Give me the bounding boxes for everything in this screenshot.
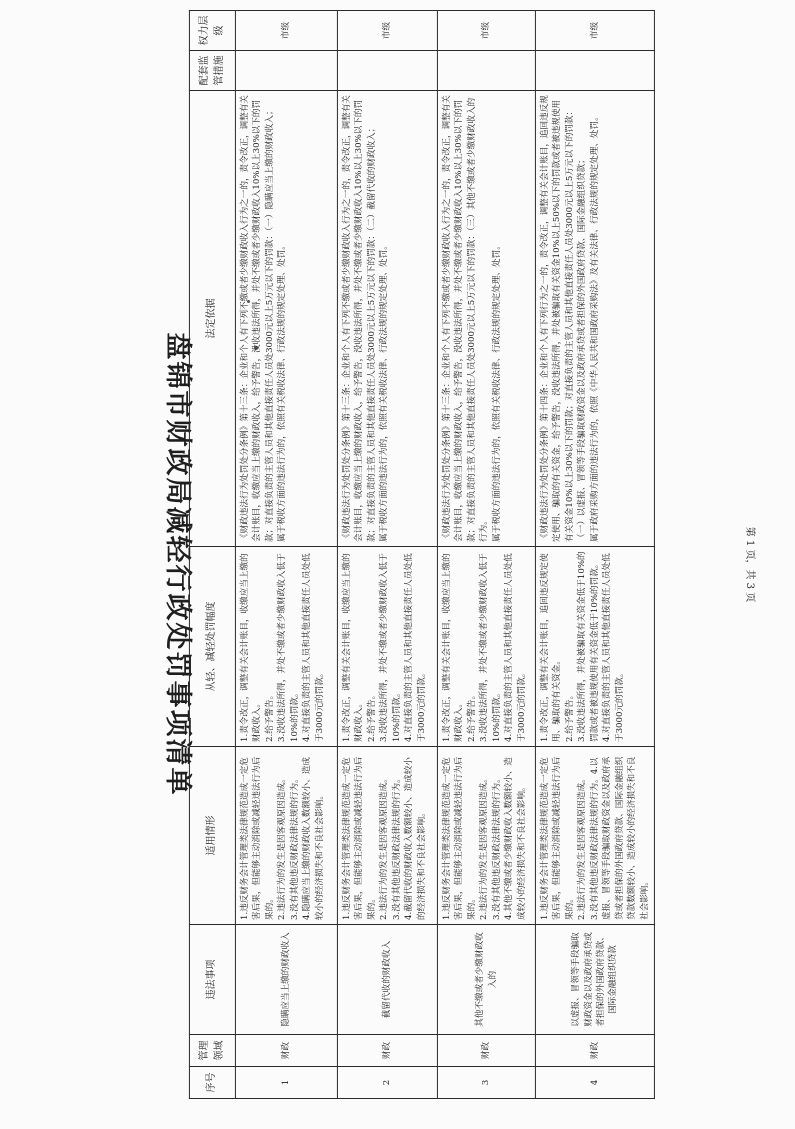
cell-situation: 1.违反财务会计管理类法律规范造成一定危害后果，但能够主动消除或减轻违法行为后果的。 2.违法行为的发生是因客观原因造成。 3.没有其他违反财政法律法规的行为。4.以虚报、冒领等手段骗取财政资金以及政府承贷或者担保的外国政府贷款、国际金融组织贷款数额较小、造成较小的经济损失和不良社会影响。 — [535, 747, 654, 925]
cell-situation: 1.违反财务会计管理类法律规范造成一定危害后果，但能够主动消除或减轻违法行为后果的。 2.违法行为的发生是因客观原因造成。 3.没有其他违反财政法律法规的行为。 4.截留代收的财政收入数额较小、造成较小的经济损失和不良社会影响。 — [337, 747, 437, 925]
cell-seq: 1 — [235, 1067, 337, 1099]
header-situation: 适用情形 — [189, 747, 235, 925]
table-row — [235, 11, 337, 1099]
cell-domain: 财政 — [535, 1035, 654, 1067]
cell-seq: 4 — [535, 1067, 654, 1099]
page-footer: 第 1 页，共 3 页 — [744, 526, 755, 603]
cell-domain: 财政 — [337, 1035, 437, 1067]
cell-level: 市级 — [337, 11, 437, 51]
header-seq: 序号 — [189, 1067, 235, 1099]
cell-level: 市级 — [235, 11, 337, 51]
cell-penalty: 1.责令改正，调整有关会计账目，收缴应当上缴的财政收入。 2.给予警告。 3.没收违法所得，并处不缴或者少缴财政收入低于10%的罚款。 4.对直接负责的主管人员和其他直接责任人员处低于3000元的罚款。 — [437, 547, 535, 747]
cell-domain: 财政 — [437, 1035, 535, 1067]
cell-matter: 以虚报、冒领等手段骗取财政资金以及政府承贷或者担保的外国政府贷款、国际金融组织贷款 — [535, 925, 654, 1035]
cell-situation: 1.违反财务会计管理类法律规范造成一定危害后果，但能够主动消除或减轻违法行为后果的。 2.违法行为的发生是因客观原因造成。 3.没有其他违反财政法律法规的行为。 4.隐瞒应当上缴的财政收入数额较小、造成较小的经济损失和不良社会影响。 — [235, 747, 337, 925]
cell-level: 市级 — [535, 11, 654, 51]
cell-measures — [535, 51, 654, 91]
cell-basis: 《财政违法行为处罚处分条例》第十三条：企业和个人有下列不缴或者少缴财政收入行为之一的，责令改正，调整有关会计账目，收缴应当上缴的财政收入，给予警告，没收违法所得，并处不缴或者少缴财政收入10%以上30%以下的罚款；对直接负责的主管人员和其他直接责任人员处3000元以上5万元以下的罚款：（三）其他不缴或者少缴财政收入的行为。 属于税收方面的违法行为的，依照有关税收法律、行政法规的规定处理、处罚。 — [437, 91, 535, 547]
header-matter: 违法事项 — [189, 925, 235, 1035]
cell-measures — [337, 51, 437, 91]
cell-penalty: 1.责令改正，调整有关会计账目，收缴应当上缴的财政收入。 2.给予警告。 3.没收违法所得，并处不缴或者少缴财政收入低于10%的罚款。 4.对直接负责的主管人员和其他直接责任人员处低于3000元的罚款。 — [337, 547, 437, 747]
table-row — [535, 11, 654, 1099]
cell-seq: 3 — [437, 1067, 535, 1099]
cell-matter: 其他不缴或者少缴财政收入的 — [437, 925, 535, 1035]
header-basis: 法定依据 — [189, 91, 235, 547]
cell-situation: 1.违反财务会计管理类法律规范造成一定危害后果，但能够主动消除或减轻违法行为后果的。 2.违法行为的发生是因客观原因造成。 3.没有其他违反财政法律法规的行为。 4.其他不缴或者少缴财政收入数额较小、造成较小的经济损失和不良社会影响。 — [437, 747, 535, 925]
cell-level: 市级 — [437, 11, 535, 51]
table-row — [337, 11, 437, 1099]
cell-basis: 《财政违法行为处罚处分条例》第十三条：企业和个人有下列不缴或者少缴财政收入行为之一的，责令改正，调整有关会计账目，收缴应当上缴的财政收入，给予警告，没收违法所得，并处不缴或者少缴财政收入10%以上30%以下的罚款；对直接负责的主管人员和其他直接责任人员处3000元以上5万元以下的罚款：（一）隐瞒应当上缴的财政收入； 属于税收方面的违法行为的，依照有关税收法律、行政法规的规定处理、处罚。 — [235, 91, 337, 547]
table-header-row — [189, 11, 235, 1099]
penalty-table — [189, 10, 655, 1099]
cell-measures — [235, 51, 337, 91]
cell-matter: 截留代收的财政收入 — [337, 925, 437, 1035]
cell-seq: 2 — [337, 1067, 437, 1099]
cell-penalty: 1.责令改正，调整有关会计账目，追回违反规定使用、骗取的有关资金。 2.给予警告。 3.没收违法所得，并处被骗取有关资金低于10%的罚款或者被违规使用有关资金低于10%的罚款。 4.对直接负责的主管人员和其他直接责任人员处低于3000元的罚款。 — [535, 547, 654, 747]
cell-matter: 隐瞒应当上缴的财政收入 — [235, 925, 337, 1035]
header-domain: 管理领域 — [189, 1035, 235, 1067]
header-penalty: 从轻、减轻处罚幅度 — [189, 547, 235, 747]
document-title: 盘锦市财政局减轻行政处罚事项清单 — [162, 332, 193, 797]
header-measures: 配套监管措施 — [189, 51, 235, 91]
cell-basis: 《财政违法行为处罚处分条例》第十四条：企业和个人有下列行为之一的，责令改正，调整有关会计账目，追回违反规定使用、骗取的有关资金，给予警告，没收违法所得，并处被骗取有关资金10%以上50%以下的罚款或者被违规使用有关资金10%以上30%以下的罚款；对直接负责的主管人员和其他直接责任人员处3000元以上5万元以下的罚款：（一）以虚报、冒领等手段骗取财政资金以及政府承贷或者担保的外国政府贷款、国际金融组织贷款； 属于政府采购方面的违法行为的，依照《中华人民共和国政府采购法》及有关法律、行政法规的规定处理、处罚。 — [535, 91, 654, 547]
cell-measures — [437, 51, 535, 91]
cell-basis: 《财政违法行为处罚处分条例》第十三条：企业和个人有下列不缴或者少缴财政收入行为之一的，责令改正，调整有关会计账目，收缴应当上缴的财政收入，给予警告，没收违法所得，并处不缴或者少缴财政收入10%以上30%以下的罚款；对直接负责的主管人员和其他直接责任人员处3000元以上5万元以下的罚款：（二）截留代收的财政收入； 属于税收方面的违法行为的，依照有关税收法律、行政法规的规定处理、处罚。 — [337, 91, 437, 547]
cell-penalty: 1.责令改正，调整有关会计账目，收缴应当上缴的财政收入。 2.给予警告。 3.没收违法所得，并处不缴或者少缴财政收入低于10%的罚款。 4.对直接负责的主管人员和其他直接责任人员处低于3000元的罚款。 — [235, 547, 337, 747]
header-level: 权力层级 — [189, 11, 235, 51]
table-row — [437, 11, 535, 1099]
cell-domain: 财政 — [235, 1035, 337, 1067]
